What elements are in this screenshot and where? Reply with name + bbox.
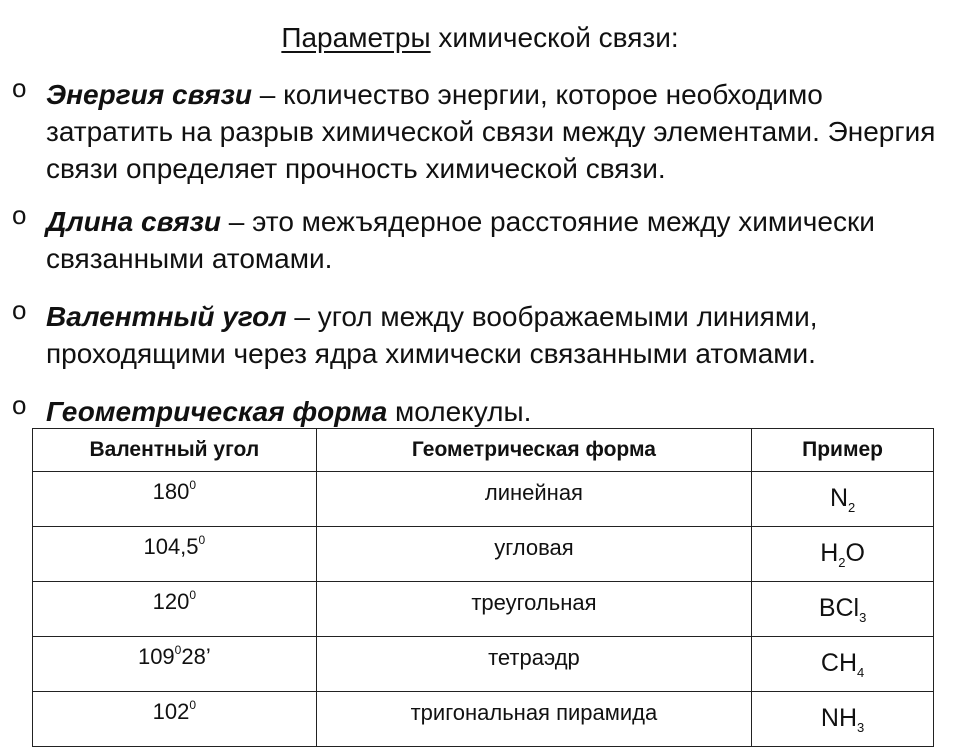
col-header-angle: Валентный угол <box>33 429 317 472</box>
shape-cell: треугольная <box>316 582 751 637</box>
bullet-marker: o <box>12 73 27 103</box>
angle-cell: 104,5$^0$ <box>33 527 317 582</box>
bullet-marker: o <box>12 390 27 420</box>
angle-cell: $180^0$ <box>33 472 317 527</box>
term: Длина связи <box>46 206 221 237</box>
example-cell: $CH_4$ <box>752 637 934 692</box>
bullet-marker: o <box>12 200 27 230</box>
shape-cell: линейная <box>316 472 751 527</box>
angle-cell: $109^028$’ <box>33 637 317 692</box>
definition: – это межъядерное расстояние между химически связанными атомами. <box>46 206 875 274</box>
example-cell: $H_2O$ <box>752 527 934 582</box>
definition: – количество энергии, которое необходимо затратить на разрыв химической связи между элементами. Энергия связи определяет прочность химической связи. <box>46 79 936 184</box>
bullet-geometric-shape <box>12 390 952 430</box>
table-header-row <box>33 429 934 472</box>
page-title-rest: химической связи: <box>430 22 679 53</box>
bullet-valence-angle <box>12 295 952 372</box>
col-header-example: Пример <box>752 429 934 472</box>
term: Энергия связи <box>46 79 253 110</box>
term: Валентный угол <box>46 301 287 332</box>
example-cell: $NH_3$ <box>752 692 934 747</box>
term: Геометрическая форма <box>46 396 388 427</box>
bullet-bond-length <box>12 200 952 277</box>
table-row <box>33 527 934 582</box>
shape-cell: тетраэдр <box>316 637 751 692</box>
example-cell: $N_2$ <box>752 472 934 527</box>
shape-cell: тригональная пирамида <box>316 692 751 747</box>
page-title <box>0 22 960 54</box>
example-cell: BCl$_3$ <box>752 582 934 637</box>
shape-cell: угловая <box>316 527 751 582</box>
angle-cell: $120^0$ <box>33 582 317 637</box>
bullet-bond-energy <box>12 73 952 187</box>
geometry-table <box>32 428 934 747</box>
page-title-underlined: Параметры <box>281 22 431 53</box>
col-header-shape: Геометрическая форма <box>316 429 751 472</box>
bullet-marker: o <box>12 295 27 325</box>
table-row <box>33 692 934 747</box>
table-row <box>33 472 934 527</box>
definition: – угол между воображаемыми линиями, проходящими через ядра химически связанными атомами. <box>46 301 818 369</box>
table-row <box>33 582 934 637</box>
definition: молекулы. <box>387 396 532 427</box>
table-row <box>33 637 934 692</box>
angle-cell: $102^0$ <box>33 692 317 747</box>
